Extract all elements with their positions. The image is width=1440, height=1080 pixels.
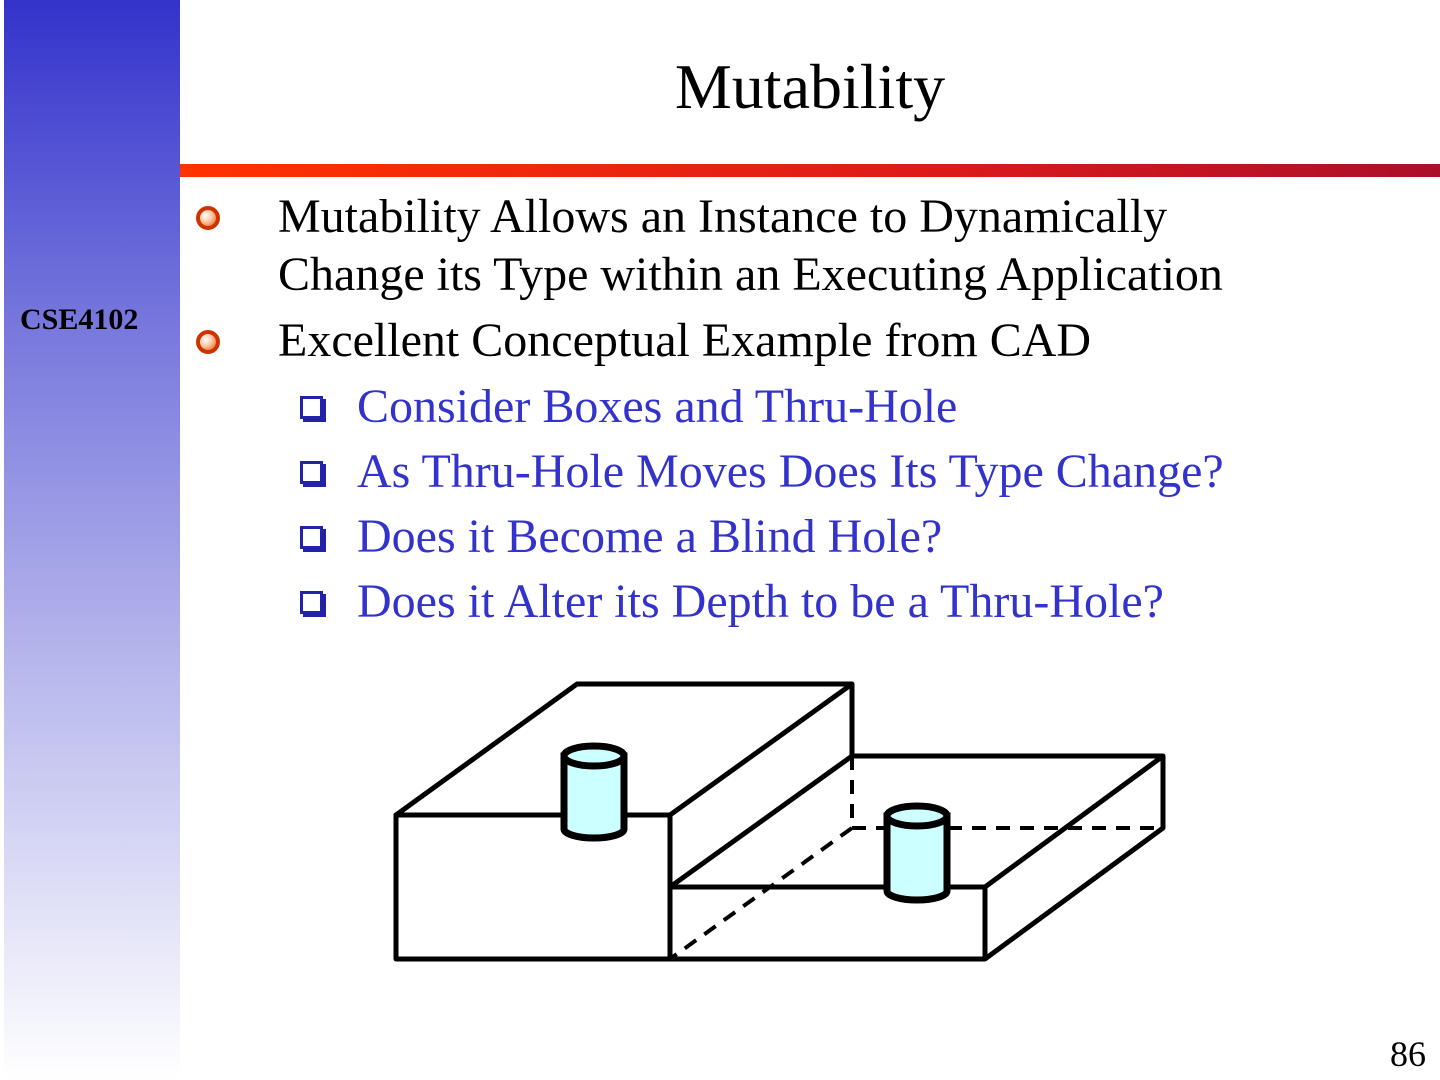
thru-hole-2	[887, 806, 947, 900]
short-box-side	[985, 756, 1163, 959]
hole-top	[564, 746, 624, 766]
sub-bullet-text: Consider Boxes and Thru-Hole	[357, 380, 958, 433]
sub-bullet-text: Does it Alter its Depth to be a Thru-Hole?	[357, 575, 1164, 628]
course-code: CSE4102	[20, 303, 139, 336]
bullet-text: Mutability Allows an Instance to Dynamically	[278, 190, 1168, 243]
page-number: 86	[1390, 1034, 1426, 1074]
bullet-text: Excellent Conceptual Example from CAD	[278, 314, 1092, 367]
bullet-text: Change its Type within an Executing Application	[278, 248, 1223, 301]
sub-bullet-text: Does it Become a Blind Hole?	[357, 510, 943, 563]
thru-hole-1	[564, 746, 624, 838]
slide-title: Mutability	[674, 51, 946, 122]
sub-bullet-text: As Thru-Hole Moves Does Its Type Change?	[357, 445, 1224, 498]
hole-top	[887, 806, 947, 826]
tall-box-front	[396, 815, 670, 959]
